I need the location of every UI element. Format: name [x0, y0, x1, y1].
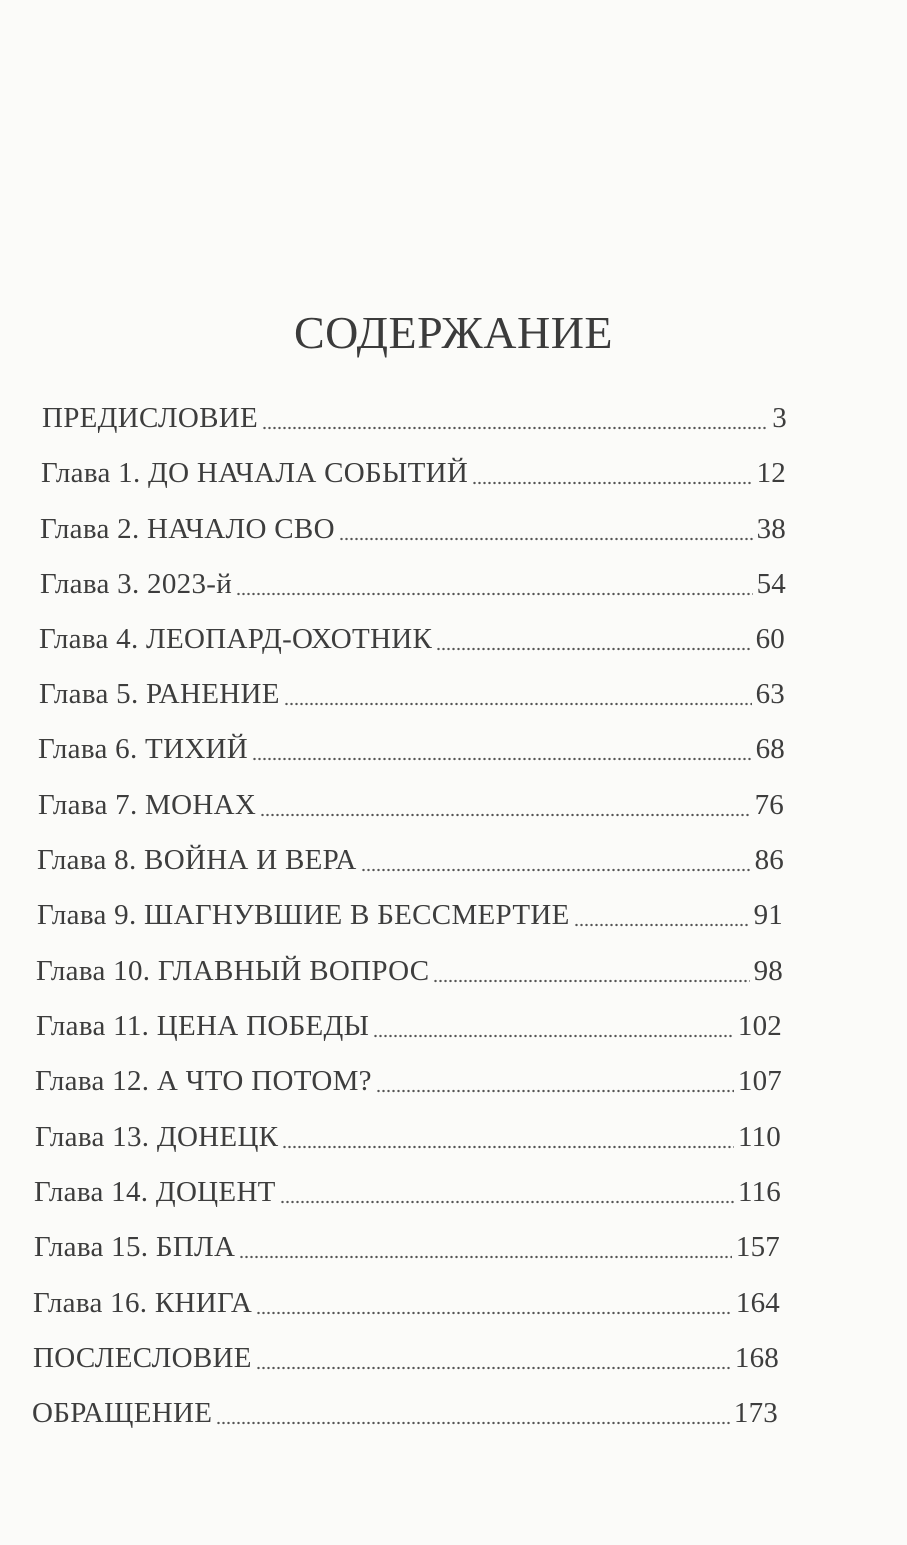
toc-entry: [42, 402, 787, 442]
toc-entry-label: Глава 13. ДОНЕЦК: [35, 1121, 279, 1153]
dot-leader: [239, 1252, 732, 1262]
toc-entry-label: ПОСЛЕСЛОВИЕ: [33, 1342, 252, 1374]
toc-entry: [34, 1231, 780, 1271]
toc-entry-page: 76: [754, 789, 784, 821]
toc-entry: [38, 789, 784, 829]
dot-leader: [262, 423, 768, 433]
toc-entry-page: 3: [772, 402, 787, 434]
dot-leader: [284, 699, 752, 709]
toc-entry-page: 60: [755, 623, 785, 655]
dot-leader: [280, 1197, 734, 1207]
toc-entry: [39, 623, 785, 663]
dot-leader: [256, 1363, 731, 1373]
toc-entry-page: 164: [735, 1287, 780, 1319]
toc-entry: [35, 1065, 782, 1105]
toc-entry-page: 68: [755, 733, 785, 765]
toc-entry: [33, 1342, 779, 1382]
toc-entry-label: Глава 7. МОНАХ: [38, 789, 257, 821]
dot-leader: [373, 1031, 734, 1041]
toc-entry-label: Глава 4. ЛЕОПАРД-ОХОТНИК: [39, 623, 433, 655]
dot-leader: [376, 1086, 734, 1096]
dot-leader: [256, 1308, 732, 1318]
toc-entry: [33, 1287, 780, 1327]
dot-leader: [260, 810, 750, 820]
dot-leader: [216, 1418, 730, 1428]
dot-leader: [282, 1142, 734, 1152]
toc-entry: [35, 1121, 781, 1161]
toc-entry: [36, 955, 783, 995]
toc-entry: [39, 678, 785, 718]
toc-entry: [37, 844, 784, 884]
toc-entry-page: 168: [734, 1342, 779, 1374]
toc-entry: [40, 513, 786, 553]
toc-entry-page: 38: [756, 513, 786, 545]
toc-entry-label: Глава 11. ЦЕНА ПОБЕДЫ: [36, 1010, 370, 1042]
toc-entry: [41, 457, 786, 497]
toc-entry-page: 173: [733, 1397, 778, 1429]
toc-entry-label: Глава 12. А ЧТО ПОТОМ?: [35, 1065, 372, 1097]
toc-entry-label: Глава 14. ДОЦЕНТ: [34, 1176, 276, 1208]
toc-entry-page: 12: [756, 457, 786, 489]
toc-entry-page: 91: [753, 899, 783, 931]
toc-entry-page: 98: [753, 955, 783, 987]
toc-entry-page: 54: [756, 568, 786, 600]
toc-entry-page: 107: [737, 1065, 782, 1097]
dot-leader: [252, 754, 752, 764]
toc-entry: [34, 1176, 781, 1216]
toc-entry-page: 110: [737, 1121, 781, 1153]
page-title: СОДЕРЖАНИЕ: [293, 307, 614, 358]
toc-entry: [38, 733, 785, 773]
toc-entry-page: 116: [737, 1176, 781, 1208]
toc-entry-label: ОБРАЩЕНИЕ: [32, 1397, 213, 1429]
toc-entry-label: Глава 16. КНИГА: [33, 1287, 253, 1319]
dot-leader: [339, 534, 753, 544]
toc-entry-label: Глава 15. БПЛА: [34, 1231, 236, 1263]
toc-entry-label: Глава 3. 2023-й: [40, 568, 233, 600]
dot-leader: [574, 920, 750, 930]
dot-leader: [472, 478, 752, 488]
toc-entry-label: Глава 9. ШАГНУВШИЕ В БЕССМЕРТИЕ: [37, 899, 570, 931]
dot-leader: [361, 865, 751, 875]
toc-entry-label: Глава 5. РАНЕНИЕ: [39, 678, 280, 710]
toc-entry-label: Глава 2. НАЧАЛО СВО: [40, 513, 335, 545]
toc-entry-label: Глава 1. ДО НАЧАЛА СОБЫТИЙ: [41, 457, 469, 489]
toc-entry-label: Глава 6. ТИХИЙ: [38, 733, 249, 765]
toc-entry-page: 102: [737, 1010, 782, 1042]
toc-entry: [32, 1397, 778, 1437]
dot-leader: [433, 976, 749, 986]
toc-entry-label: ПРЕДИСЛОВИЕ: [42, 402, 259, 434]
toc-entry-page: 157: [735, 1231, 780, 1263]
dot-leader: [436, 644, 751, 654]
dot-leader: [236, 589, 753, 599]
toc-entry-label: Глава 8. ВОЙНА И ВЕРА: [37, 844, 357, 876]
toc-entry: [37, 899, 783, 939]
toc-entry-page: 63: [755, 678, 785, 710]
toc-entry: [36, 1010, 782, 1050]
toc-entry-label: Глава 10. ГЛАВНЫЙ ВОПРОС: [36, 955, 430, 987]
toc-entry-page: 86: [754, 844, 784, 876]
toc-entry: [40, 568, 786, 608]
